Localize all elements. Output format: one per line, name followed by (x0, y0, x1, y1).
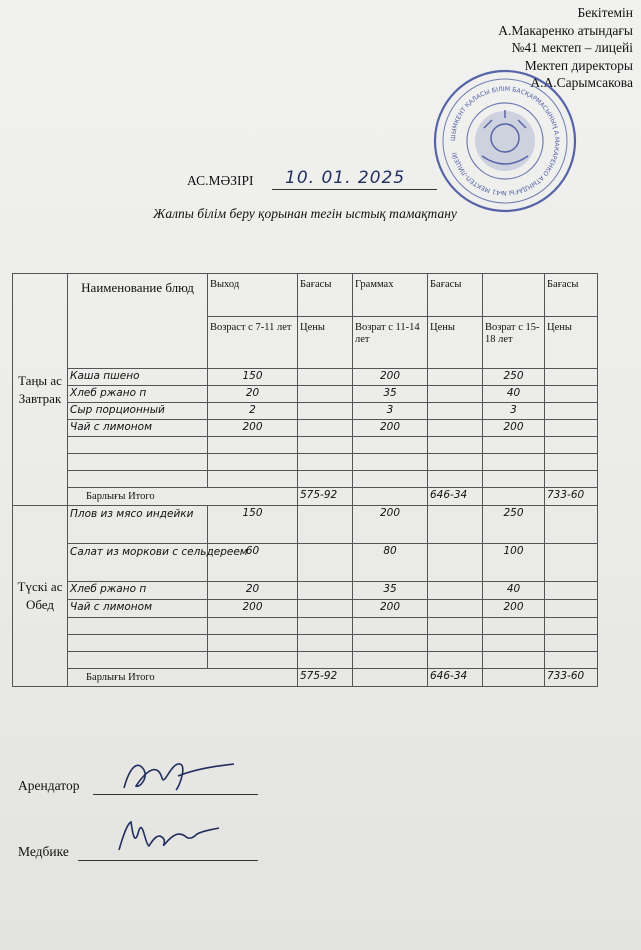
header-age-7-11: Возраст с 7-11 лет (208, 317, 298, 369)
empty-row (13, 437, 598, 454)
portion-7-11: 150 (208, 369, 298, 386)
menu-table (12, 273, 598, 687)
tenant-signature (118, 756, 238, 796)
approval-line: Бекітемін (577, 5, 633, 20)
portion-11-14: 200 (353, 369, 428, 386)
nurse-label: Медбике (18, 844, 69, 859)
dish-name: Плов из мясо индейки (68, 506, 208, 544)
portion-7-11: 150 (208, 506, 298, 544)
portion-7-11: 20 (208, 582, 298, 600)
dish-name: Каша пшено (68, 369, 208, 386)
portion-11-14: 200 (353, 506, 428, 544)
empty-row (13, 635, 598, 652)
school-seal-stamp (432, 68, 578, 214)
total-label: Барлығы Итого (68, 488, 298, 506)
total-15-18: 733-60 (545, 669, 598, 687)
dish-name: Хлеб ржано п (68, 582, 208, 600)
portion-15-18: 40 (483, 582, 545, 600)
empty-row (13, 471, 598, 488)
empty-row (13, 618, 598, 635)
breakfast-label: Таңы ас Завтрак (13, 274, 68, 506)
header-row (13, 274, 598, 317)
total-7-11: 575-92 (298, 669, 353, 687)
header-price: Бағасы (298, 274, 353, 317)
dish-name: Сыр порционный (68, 403, 208, 420)
dish-name: Чай с лимоном (68, 420, 208, 437)
header-age-11-14: Возрат с 11-14 лет (353, 317, 428, 369)
portion-11-14: 35 (353, 582, 428, 600)
breakfast-row (13, 386, 598, 403)
portion-11-14: 80 (353, 544, 428, 582)
menu-title (187, 168, 437, 192)
nurse-signature (113, 816, 223, 856)
dish-name: Чай с лимоном (68, 600, 208, 618)
breakfast-row (13, 403, 598, 420)
empty-row (13, 652, 598, 669)
portion-15-18: 200 (483, 600, 545, 618)
tenant-signature-line (18, 778, 258, 798)
header-prices: Цены (545, 317, 598, 369)
portion-15-18: 100 (483, 544, 545, 582)
portion-15-18: 250 (483, 506, 545, 544)
lunch-row (13, 506, 598, 544)
total-11-14: 646-34 (428, 669, 483, 687)
nurse-signature-line (18, 844, 258, 864)
portion-7-11: 20 (208, 386, 298, 403)
portion-11-14: 200 (353, 600, 428, 618)
header-price: Бағасы (545, 274, 598, 317)
title-underline (272, 189, 437, 190)
total-15-18: 733-60 (545, 488, 598, 506)
portion-15-18: 200 (483, 420, 545, 437)
approval-line: А.Макаренко атындағы (498, 22, 633, 38)
portion-7-11: 2 (208, 403, 298, 420)
lunch-row (13, 600, 598, 618)
header-price: Бағасы (428, 274, 483, 317)
menu-date: 10. 01. 2025 (285, 168, 406, 188)
portion-11-14: 200 (353, 420, 428, 437)
header-age-15-18: Возрат с 15-18 лет (483, 317, 545, 369)
breakfast-row (13, 420, 598, 437)
approval-line: №41 мектеп – лицейі (511, 40, 633, 55)
portion-11-14: 35 (353, 386, 428, 403)
total-11-14: 646-34 (428, 488, 483, 506)
portion-15-18: 3 (483, 403, 545, 420)
lunch-total-row (13, 669, 598, 687)
menu-title-label: АС.МӘЗІРІ (187, 173, 254, 188)
menu-subtitle: Жалпы білім беру қорынан тегін ыстық тамақтану (153, 206, 457, 221)
breakfast-row (13, 369, 598, 386)
header-prices: Цены (428, 317, 483, 369)
total-label: Барлығы Итого (68, 669, 298, 687)
total-7-11: 575-92 (298, 488, 353, 506)
header-prices: Цены (298, 317, 353, 369)
empty-row (13, 454, 598, 471)
breakfast-total-row (13, 488, 598, 506)
portion-11-14: 3 (353, 403, 428, 420)
portion-7-11: 200 (208, 420, 298, 437)
header-output: Выход (208, 274, 298, 317)
lunch-label: Түскі ас Обед (13, 506, 68, 687)
portion-7-11: 200 (208, 600, 298, 618)
seal-text: ШЫМКЕНТ ҚАЛАСЫ БІЛІМ БАСҚАРМАСЫНЫҢ А.МАКАРЕНКО АТЫНДАҒЫ №41 МЕКТЕП-ЛИЦЕЙІ (449, 85, 561, 197)
header-grams: Граммах (353, 274, 428, 317)
lunch-row (13, 582, 598, 600)
lunch-row (13, 544, 598, 582)
dish-name: Хлеб ржано п (68, 386, 208, 403)
dish-name: Салат из моркови с сельдереем (68, 544, 208, 582)
header-dish-name: Наименование блюд (68, 274, 208, 369)
portion-15-18: 250 (483, 369, 545, 386)
portion-7-11: 60 (208, 544, 298, 582)
approval-line: Мектеп директоры (524, 57, 633, 73)
tenant-label: Арендатор (18, 778, 80, 793)
portion-15-18: 40 (483, 386, 545, 403)
approval-line: А.А.Сарымсакова (530, 75, 633, 90)
